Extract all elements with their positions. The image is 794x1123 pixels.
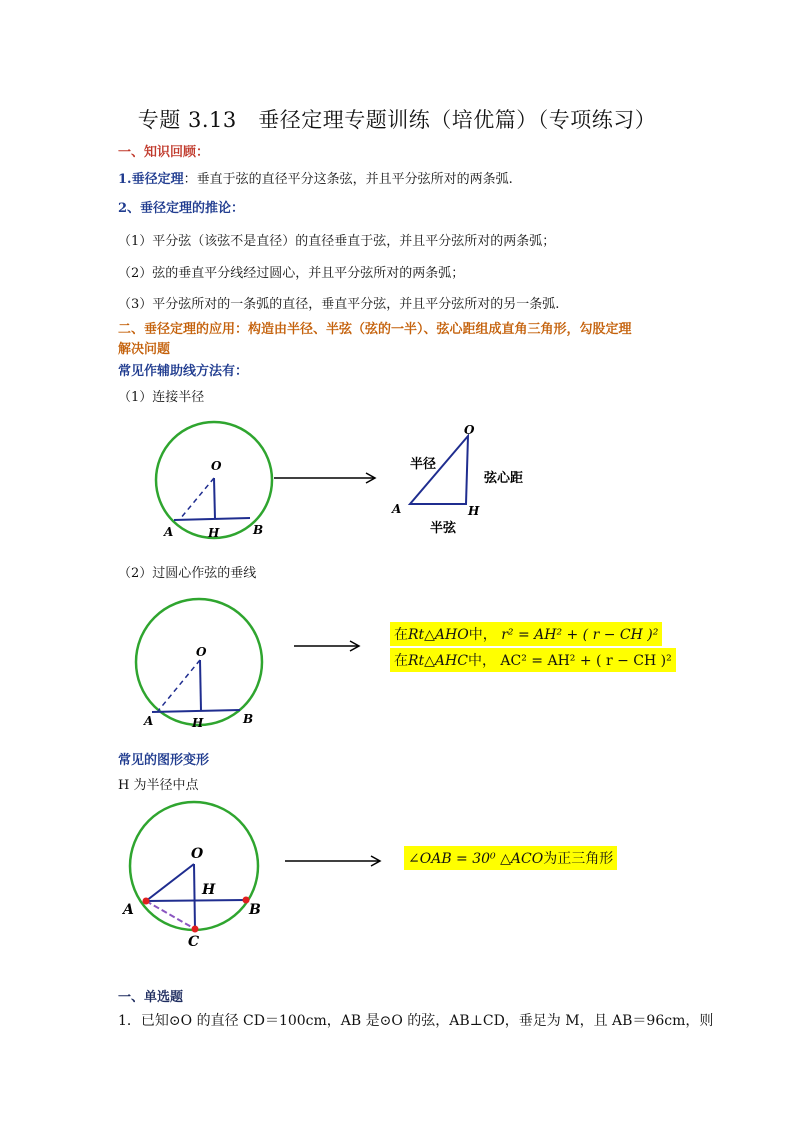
formula2-prefix: 在 (394, 653, 408, 669)
tri-label-o: O (464, 423, 475, 437)
chord-ab (146, 900, 246, 901)
point-c (192, 926, 199, 933)
formula1-mid: 中， (468, 627, 497, 643)
theorem-text: ：垂直于弦的直径平分这条弦，并且平分弦所对的两条弧. (183, 172, 513, 187)
formula3-rest: 为正三角形 (543, 851, 614, 867)
arrow-2 (292, 638, 364, 654)
application-heading-line1: 二、垂径定理的应用：构造由半径、半弦（弦的一半）、弦心距组成直角三角形，勾股定理 (118, 322, 632, 337)
label-a: A (144, 714, 154, 728)
tri-label-radius: 半径 (410, 457, 437, 472)
radius-oa (158, 660, 200, 711)
page-title: 专题 3.13 垂径定理专题训练（培优篇）（专项练习） (137, 108, 657, 132)
method-1: （1）连接半径 (118, 390, 205, 405)
chord-ab (152, 710, 240, 712)
label-o: O (191, 846, 204, 862)
tri-label-h: H (468, 504, 480, 518)
formula2-triangle: Rt△AHC (408, 653, 468, 669)
variants-heading: 常见的图形变形 (118, 753, 210, 768)
radius-oa (146, 864, 194, 901)
formula-rt-ahc (390, 648, 676, 672)
corollary-1: （1）平分弦（该弦不是直径）的直径垂直于弦，并且平分弦所对的两条弧； (118, 234, 556, 249)
formula2-expression: AC² = AH² + ( r − CH )² (500, 653, 672, 669)
figure-right-triangle (388, 420, 538, 540)
theorem-label: 1.垂径定理 (118, 172, 184, 187)
formula1-expression: r² = AH² + ( r − CH )² (501, 627, 659, 643)
chord-ab (174, 518, 250, 520)
formula1-triangle: Rt△AHO (408, 627, 469, 643)
theorem-line (118, 168, 513, 187)
label-b: B (243, 712, 254, 726)
formula3-angle: ∠OAB = 30⁰ (408, 851, 496, 867)
label-o: O (196, 645, 207, 659)
corollary-2: （2）弦的垂直平分线经过圆心，并且平分弦所对的两条弧； (118, 266, 465, 281)
label-a: A (123, 902, 134, 918)
point-a (143, 898, 150, 905)
figure-radius-circle (140, 418, 290, 548)
application-heading-line2: 解决问题 (118, 342, 171, 357)
variants-description: H 为半径中点 (118, 778, 199, 793)
arrow-3 (283, 853, 385, 869)
figure-perpendicular-circle (130, 594, 275, 734)
formula2-mid: 中， (467, 653, 496, 669)
tri-label-half-chord: 半弦 (430, 521, 457, 536)
label-a: A (164, 525, 174, 539)
radius-oa (180, 478, 214, 519)
corollary-heading: 2、垂径定理的推论： (118, 201, 245, 216)
question-1: 1．已知⊙O 的直径 CD＝100cm，AB 是⊙O 的弦，AB⊥CD，垂足为 M，且 AB＝96cm，则 (118, 1013, 714, 1029)
method-2: （2）过圆心作弦的垂线 (118, 566, 257, 581)
single-choice-heading: 一、单选题 (118, 990, 184, 1005)
methods-heading: 常见作辅助线方法有： (118, 364, 249, 379)
tri-label-distance: 弦心距 (484, 471, 524, 486)
arrow-1 (272, 470, 380, 486)
figure-variant-circle (118, 798, 278, 953)
label-h: H (208, 526, 220, 540)
label-h: H (202, 882, 216, 898)
formula-equilateral (404, 846, 617, 870)
section-heading-review: 一、知识回顾： (118, 145, 210, 160)
radius-oc (194, 864, 195, 929)
distance-oh (214, 478, 215, 519)
formula-rt-aho (390, 622, 662, 646)
label-b: B (253, 523, 264, 537)
formula1-prefix: 在 (394, 627, 408, 643)
label-o: O (211, 459, 222, 473)
label-c: C (188, 934, 200, 950)
corollary-3: （3）平分弦所对的一条弧的直径，垂直平分弦，并且平分弦所对的另一条弧. (118, 297, 560, 312)
tri-label-a: A (392, 502, 402, 516)
label-b: B (249, 902, 261, 918)
formula3-triangle: △ACO (500, 851, 544, 867)
perpendicular-oh (200, 660, 201, 711)
label-h: H (192, 716, 204, 730)
